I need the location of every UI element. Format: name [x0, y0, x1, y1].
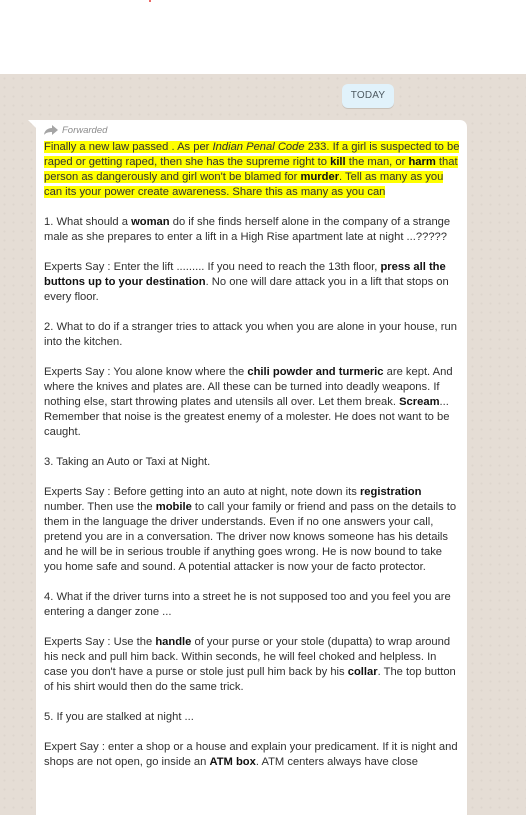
paragraph-question-5: 5. If you are stalked at night ... [44, 711, 194, 723]
forwarded-indicator [44, 123, 107, 137]
paragraph-answer-3: Experts Say : Before getting into an auto at night, note down its registration number. Then use the mobile to call your family or friend and pass on the details to them in the language the driver understands. Even if no one answers your call, pretend you are in a conversation. The driver now knows someone has his details and he will be in serious trouble if anything goes wrong. He is now bound to take you home safe and sound. A potential attacker is now your de facto protector. [44, 486, 457, 573]
highlighted-paragraph: Finally a new law passed . As per Indian Penal Code 233. If a girl is suspected to be raped or getting raped, then she has the supreme right to kill the man, or harm that person as dangerously and girl won't be blamed for murder. Tell as many as you can its your power create awareness. Share this as many as you can [44, 141, 460, 198]
top-whitespace [0, 0, 526, 74]
forward-arrow-icon [44, 125, 58, 135]
paragraph-question-1: 1. What should a woman do if she finds herself alone in the company of a strange male as she prepares to enter a lift in a High Rise apartment late at night ...????? [44, 216, 451, 243]
red-dot-mark [149, 0, 151, 2]
paragraph-answer-4: Experts Say : Use the handle of your purse or your stole (dupatta) to wrap around his neck and pull him back. Within seconds, he will feel choked and helpless. In case you don't have a purse or stole just pull him back by his collar. The top button of his shirt would then do the same trick. [44, 636, 456, 693]
forwarded-label: Forwarded [62, 124, 108, 136]
paragraph-question-2: 2. What to do if a stranger tries to attack you when you are alone in your house, run into the kitchen. [44, 321, 457, 348]
paragraph-question-4: 4. What if the driver turns into a street he is not supposed too and you feel you are entering a danger zone ... [44, 591, 451, 618]
paragraph-answer-1: Experts Say : Enter the lift ......... If you need to reach the 13th floor, press all the buttons up to your destination. No one will dare attack you in a lift that stops on every floor. [44, 261, 449, 303]
message-bubble[interactable] [36, 120, 467, 815]
paragraph-answer-2: Experts Say : You alone know where the chili powder and turmeric are kept. And where the knives and plates are. All these can be turned into deadly weapons. If nothing else, start throwing plates and utensils all over. Let them break. Scream... Remember that noise is the greatest enemy of a molester. He does not want to be caught. [44, 366, 453, 438]
paragraph-question-3: 3. Taking an Auto or Taxi at Night. [44, 456, 211, 468]
paragraph-answer-5: Expert Say : enter a shop or a house and explain your predicament. If it is night and shops are not open, go inside an ATM box. ATM centers always have close [44, 741, 458, 768]
date-divider: TODAY [342, 84, 394, 108]
message-text [44, 140, 462, 785]
